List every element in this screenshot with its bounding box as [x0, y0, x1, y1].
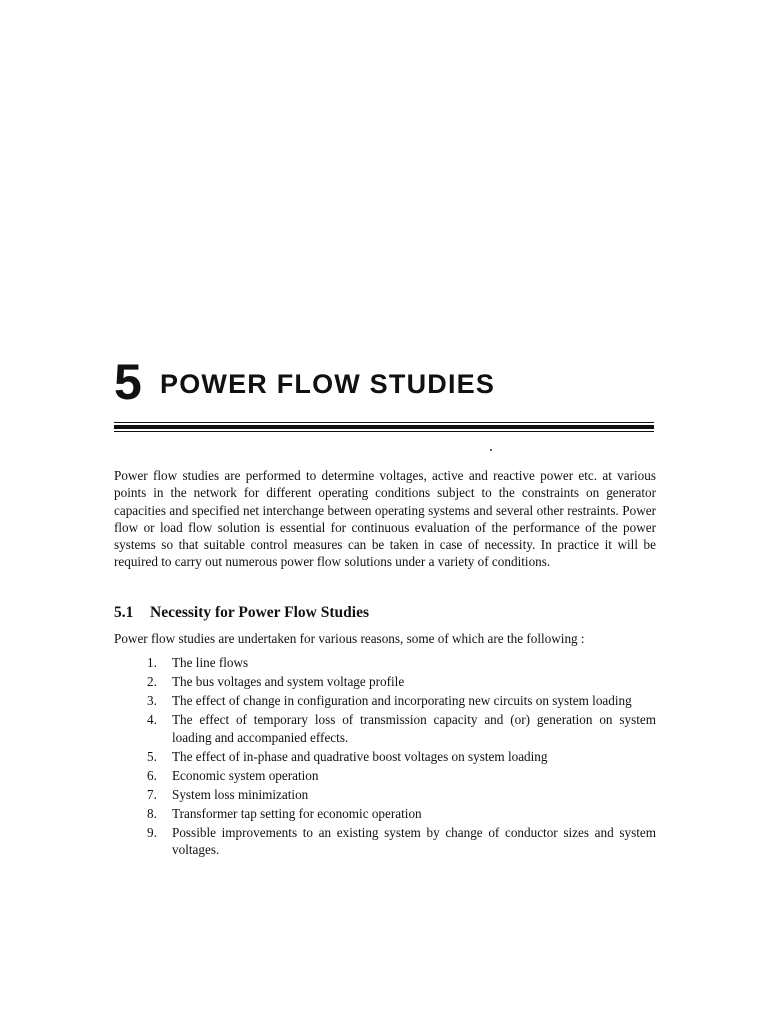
section-number: 5.1 [114, 604, 134, 621]
intro-paragraph: Power flow studies are performed to determine voltages, active and reactive power etc. at various points in the network for different operating conditions subject to the constraints on generator capacities and specified net interchange between operating systems and several other restraints. Power flow or load flow solution is essential for continuous evaluation of the performance of the power systems so that suitable control measures can be taken in case of necessity. In practice it will be required to carry out numerous power flow solutions under a variety of conditions. [114, 468, 656, 570]
list-item-text: Transformer tap setting for economic operation [172, 805, 422, 821]
list-item-text: The effect of temporary loss of transmission capacity and (or) generation on system loading and accompanied effects. [172, 712, 656, 745]
list-item-text: The effect of change in configuration and incorporating new circuits on system loading [172, 693, 632, 709]
list-item [147, 786, 656, 803]
list-item-number: 8. [147, 805, 157, 821]
list-item-number: 5. [147, 748, 157, 764]
list-item-text: The effect of in-phase and quadrative boost voltages on system loading [172, 748, 548, 764]
section-lead-sentence: Power flow studies are undertaken for various reasons, some of which are the following : [114, 631, 585, 646]
chapter-rule-thick [114, 425, 654, 429]
reasons-list [147, 654, 656, 860]
list-item-number: 7. [147, 786, 157, 802]
section-heading [114, 603, 369, 623]
list-item-text: The line flows [172, 655, 249, 670]
list-item-number: 6. [147, 767, 157, 783]
list-item-number: 1. [147, 655, 157, 670]
list-item [147, 748, 656, 765]
list-item-number: 9. [147, 825, 157, 841]
chapter-title: POWER FLOW STUDIES [160, 369, 496, 399]
chapter-heading [114, 356, 654, 408]
list-item-text: Possible improvements to an existing system by change of conductor sizes and system voltages. [172, 825, 656, 858]
list-item [147, 673, 656, 690]
list-item [147, 767, 656, 784]
list-item [147, 654, 656, 671]
list-item [147, 805, 656, 822]
list-item [147, 711, 656, 746]
list-item [147, 824, 656, 859]
list-item-text: System loss minimization [172, 786, 309, 802]
list-item-number: 4. [147, 712, 157, 728]
list-item-number: 2. [147, 674, 157, 690]
chapter-rule-top [114, 422, 654, 423]
list-item-text: Economic system operation [172, 767, 319, 783]
section-title: Necessity for Power Flow Studies [150, 604, 369, 621]
list-item [147, 692, 656, 709]
chapter-number: 5 [114, 354, 142, 410]
list-item-text: The bus voltages and system voltage profile [172, 674, 405, 690]
list-item-number: 3. [147, 693, 157, 709]
chapter-rule-bottom [114, 431, 654, 432]
scan-speck [490, 449, 492, 451]
